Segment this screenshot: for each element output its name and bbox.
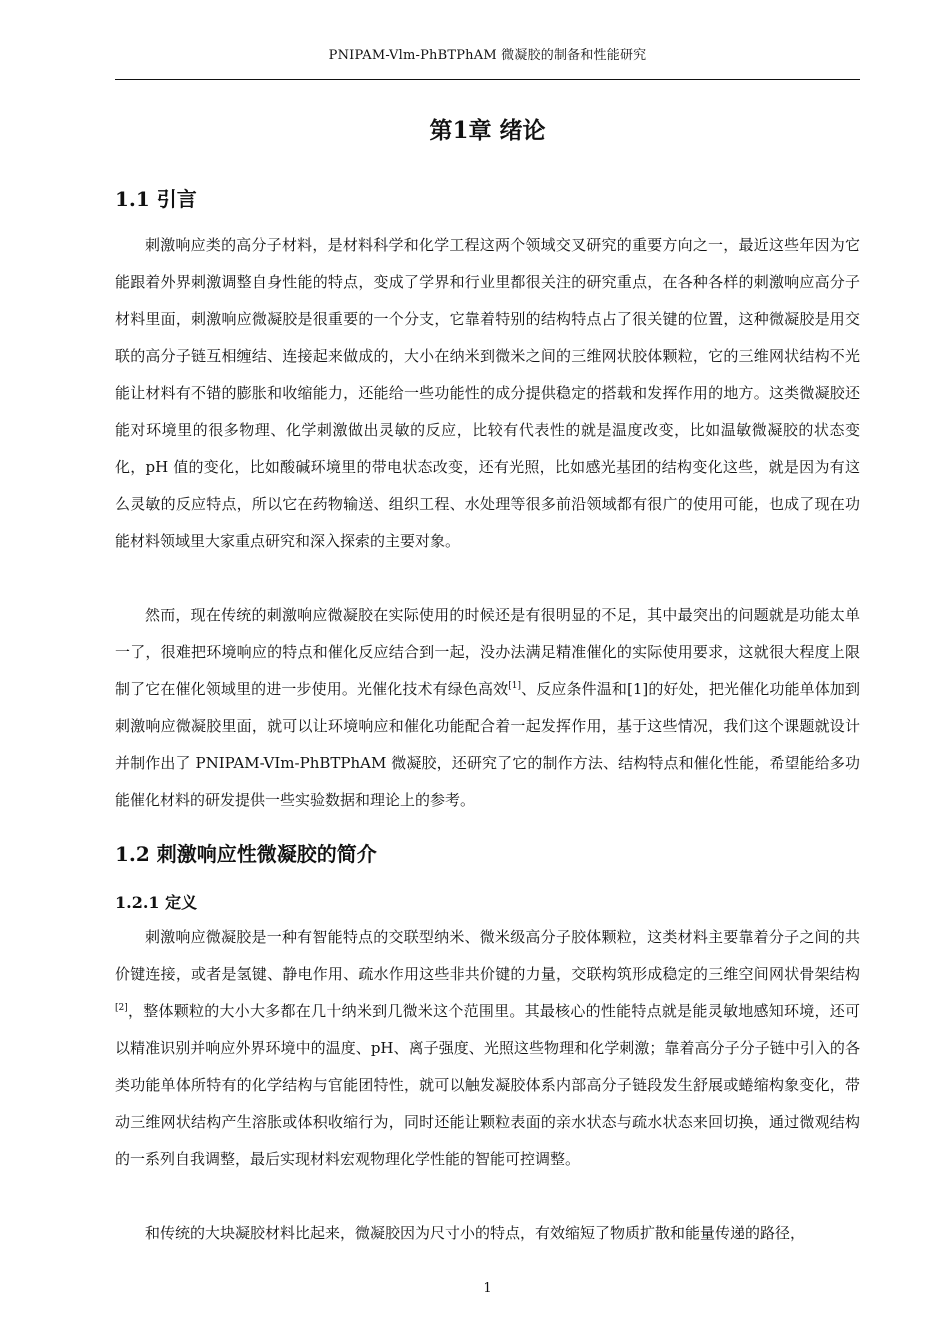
paragraph-limitations: [115, 597, 860, 819]
running-header: PNIPAM-Vlm-PhBTPhAM 微凝胶的制备和性能研究: [328, 48, 647, 63]
paragraph-intro: 刺激响应类的高分子材料，是材料科学和化学工程这两个领域交叉研究的重要方向之一，最近这些年因为它能跟着外界刺激调整自身性能的特点，变成了学界和行业里都很关注的研究重点，在各种各样的刺激响应高分子材料里面，刺激响应微凝胶是很重要的一个分支，它靠着特别的结构特点占了很关键的位置，这种微凝胶是用交联的高分子链互相缠结、连接起来做成的，大小在纳米到微米之间的三维网状胶体颗粒，它的三维网状结构不光能让材料有不错的膨胀和收缩能力，还能给一些功能性的成分提供稳定的搭载和发挥作用的地方。这类微凝胶还能对环境里的很多物理、化学刺激做出灵敏的反应，比较有代表性的就是温度改变，比如温敏微凝胶的状态变化，pH 值的变化，比如酸碱环境里的带电状态改变，还有光照，比如感光基团的结构变化这些，就是因为有这么灵敏的反应特点，所以它在药物输送、组织工程、水处理等很多前沿领域都有很广的使用可能，也成了现在功能材料领域里大家重点研究和深入探索的主要对象。: [115, 236, 860, 550]
section-heading-1-1: 1.1 引言: [115, 187, 197, 211]
citation-marker: [2]: [115, 1003, 128, 1013]
paragraph-text: 刺激响应微凝胶是一种有智能特点的交联型纳米、微米级高分子胶体颗粒，这类材料主要靠着分子之间的共价键连接，或者是氢键、静电作用、疏水作用这些非共价键的力量，交联构筑形成稳定的三维空间网状骨架结构: [115, 928, 860, 983]
subsection-heading-1-2-1: 1.2.1 定义: [115, 893, 198, 912]
chapter-title: 第1章 绪论: [429, 117, 546, 144]
page-number: 1: [483, 1281, 492, 1296]
paragraph-text: 、反应条件温和[1]的好处，把光催化功能单体加到刺激响应微凝胶里面，就可以让环境响应和催化功能配合着一起发挥作用，基于这些情况，我们这个课题就设计并制作出了 PNIPAM-VIm-PhBTPhAM 微凝胶，还研究了它的制作方法、结构特点和催化性能，希望能给多功能催化材料的研发提供一些实验数据和理论上的参考。: [115, 680, 860, 809]
paragraph-text: 然而，现在传统的刺激响应微凝胶在实际使用的时候还是有很明显的不足，其中最突出的问题就是功能太单一了，很难把环境响应的特点和催化反应结合到一起，没办法满足精准催化的实际使用要求，这就很大程度上限制了它在催化领域里的进一步使用。光催化技术有绿色高效: [115, 606, 860, 698]
paragraph-text: ，整体颗粒的大小大多都在几十纳米到几微米这个范围里。其最核心的性能特点就是能灵敏地感知环境，还可以精准识别并响应外界环境中的温度、pH、离子强度、光照这些物理和化学刺激；靠着高分子分子链中引入的各类功能单体所特有的化学结构与官能团特性，就可以触发凝胶体系内部高分子链段发生舒展或蜷缩构象变化，带动三维网状结构产生溶胀或体积收缩行为，同时还能让颗粒表面的亲水状态与疏水状态来回切换，通过微观结构的一系列自我调整，最后实现材料宏观物理化学性能的智能可控调整。: [115, 1002, 860, 1168]
paragraph-comparison: 和传统的大块凝胶材料比起来，微凝胶因为尺寸小的特点，有效缩短了物质扩散和能量传递的路径，: [145, 1224, 806, 1242]
paragraph-definition: [115, 919, 860, 1178]
header-divider: [115, 79, 860, 80]
section-heading-1-2: 1.2 刺激响应性微凝胶的简介: [115, 842, 377, 866]
citation-marker: [1]: [508, 681, 521, 691]
